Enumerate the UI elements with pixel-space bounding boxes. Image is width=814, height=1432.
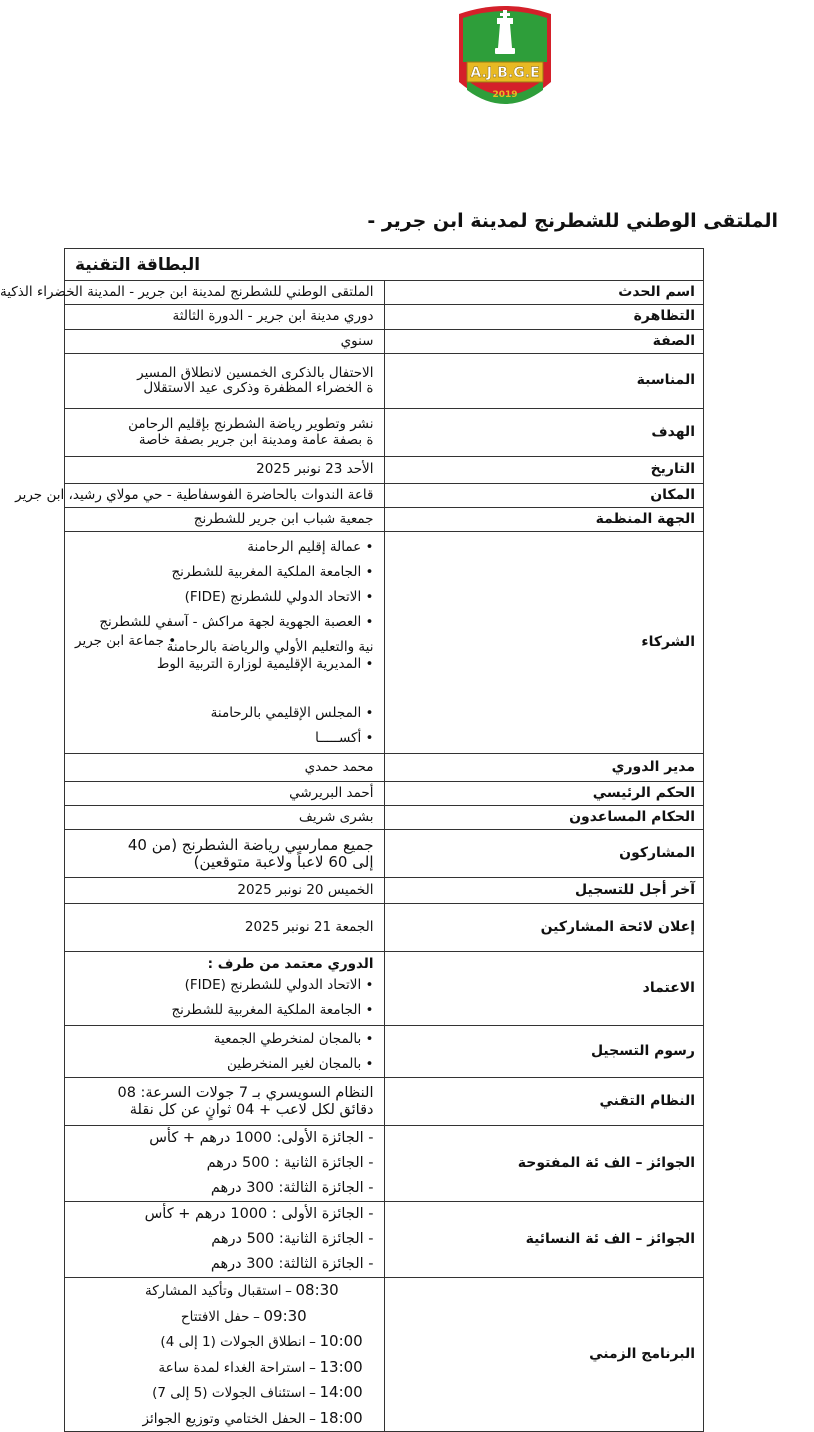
- table-row: [65, 1278, 704, 1432]
- value-director: محمد حمدي: [65, 754, 385, 782]
- table-row: [65, 1202, 704, 1278]
- partner-item: • الجامعة الملكية المغربية للشطرنج: [171, 563, 374, 580]
- value-organizer: جمعية شباب ابن جرير للشطرنج: [65, 508, 385, 532]
- accreditation-item: • الاتحاد الدولي للشطرنج (FIDE): [184, 976, 374, 993]
- schedule-text: انطلاق الجولات (1 إلى 4): [160, 1334, 306, 1350]
- label-event-name: اسم الحدث: [384, 281, 704, 305]
- table-row: [65, 532, 704, 754]
- value-system: [65, 1078, 385, 1126]
- schedule-text: استراحة الغداء لمدة ساعة: [158, 1359, 306, 1376]
- partner-item: • المديرية الإقليمية لوزارة التربية الوط: [156, 655, 374, 672]
- label-prizes-open: الجوائز – الف ئة المفتوحة: [384, 1126, 704, 1202]
- label-announcement: إعلان لائحة المشاركين: [384, 904, 704, 952]
- prize-item: - الجائزة الثالثة: 300 درهم: [210, 1180, 374, 1196]
- partner-item-overlap: • جماعة ابن جرير: [75, 633, 177, 649]
- label-organizer: الجهة المنظمة: [384, 508, 704, 532]
- association-logo: [453, 2, 557, 114]
- value-chief-arbiter: أحمد البريرشي: [65, 782, 385, 806]
- schedule-time: 08:30: [295, 1281, 339, 1299]
- schedule-time: 18:00: [319, 1408, 363, 1427]
- value-type: سنوي: [65, 330, 385, 354]
- value-date: الأحد 23 نونبر 2025: [65, 457, 385, 484]
- table-row: [65, 1026, 704, 1078]
- value-place: قاعة الندوات بالحاضرة الفوسفاطية - حي مولاي رشيد، ابن جرير: [65, 484, 385, 508]
- label-accreditation: الاعتماد: [384, 952, 704, 1026]
- value-deadline: الخميس 20 نونبر 2025: [65, 878, 385, 904]
- label-partners: الشركاء: [384, 532, 704, 754]
- table-row: [65, 281, 704, 305]
- prize-item: - الجائزة الأولى: 1000 درهم + كأس: [149, 1130, 374, 1146]
- occasion-line: الاحتفال بالذكرى الخمسين لانطلاق المسير: [137, 364, 374, 381]
- label-system: النظام التقني: [384, 1078, 704, 1126]
- schedule-text: استقبال وتأكيد المشاركة: [144, 1283, 282, 1299]
- value-prizes-women: [65, 1202, 385, 1278]
- prize-item: - الجائزة الثالثة: 300 درهم: [210, 1256, 374, 1272]
- table-row: [65, 457, 704, 484]
- system-line: دقائق لكل لاعب + 04 ثوانٍ عن كل نقلة: [129, 1101, 374, 1118]
- label-event: التظاهرة: [384, 305, 704, 330]
- value-announcement: الجمعة 21 نونبر 2025: [65, 904, 385, 952]
- label-date: التاريخ: [384, 457, 704, 484]
- table-row: [65, 952, 704, 1026]
- partner-item: • العصبة الجهوية لجهة مراكش - آسفي للشطرنج: [99, 613, 374, 630]
- value-event-name: الملتقى الوطني للشطرنج لمدينة ابن جرير - المدينة الخضراء الذكية: [65, 281, 385, 305]
- value-assistant-arbiters: بشرى شريف: [65, 806, 385, 830]
- table-row: [65, 754, 704, 782]
- schedule-item: 08:30–استقبال وتأكيد المشاركة: [75, 1278, 374, 1304]
- label-type: الصفة: [384, 330, 704, 354]
- schedule-item: 10:00–انطلاق الجولات (1 إلى 4): [75, 1329, 374, 1355]
- accreditation-item: • الجامعة الملكية المغربية للشطرنج: [171, 1001, 374, 1018]
- table-row: [65, 305, 704, 330]
- technical-card-table: [0, 248, 704, 1432]
- table-row: [65, 1126, 704, 1202]
- occasion-line: ة الخضراء المظفرة وذكرى عيد الاستقلال: [143, 380, 374, 396]
- table-row: [65, 1078, 704, 1126]
- prize-item: - الجائزة الأولى : 1000 درهم + كأس: [144, 1206, 374, 1222]
- table-row: [65, 878, 704, 904]
- label-goal: الهدف: [384, 409, 704, 457]
- schedule-time: 14:00: [319, 1383, 363, 1401]
- table-row: [65, 354, 704, 409]
- partner-item: • أكســـــا: [315, 729, 374, 746]
- table-row: [65, 409, 704, 457]
- partner-item: • المجلس الإقليمي بالرحامنة: [210, 704, 374, 721]
- logo-year: 2019: [492, 90, 518, 100]
- schedule-text: حفل الافتتاح: [180, 1308, 250, 1325]
- accreditation-intro: الدوري معتمد من طرف :: [207, 955, 374, 972]
- value-participants: [65, 830, 385, 878]
- goal-line: نشر وتطوير رياضة الشطرنج بإقليم الرحامن: [128, 416, 374, 433]
- prize-item: - الجائزة الثانية : 500 درهم: [206, 1155, 374, 1171]
- schedule-text: استئناف الجولات (5 إلى 7): [152, 1385, 306, 1401]
- system-line: النظام السويسري بـ 7 جولات السرعة: 08: [117, 1085, 374, 1102]
- table-row: [65, 782, 704, 806]
- label-fees: رسوم التسجيل: [384, 1026, 704, 1078]
- partner-item: نية والتعليم الأولي والرياضة بالرحامنة: [166, 638, 374, 655]
- label-occasion: المناسبة: [384, 354, 704, 409]
- document-title: الملتقى الوطني للشطرنج لمدينة ابن جرير -: [367, 210, 778, 232]
- label-chief-arbiter: الحكم الرئيسي: [384, 782, 704, 806]
- table-row: [65, 484, 704, 508]
- value-event: دوري مدينة ابن جرير - الدورة الثالثة: [65, 305, 385, 330]
- fee-item: • بالمجان لمنخرطي الجمعية: [213, 1030, 374, 1047]
- table-row: [65, 330, 704, 354]
- value-prizes-open: [65, 1126, 385, 1202]
- schedule-item: 14:00–استئناف الجولات (5 إلى 7): [75, 1380, 374, 1406]
- schedule-item: 09:30–حفل الافتتاح: [75, 1304, 374, 1330]
- table-row: [65, 508, 704, 532]
- value-partners: [65, 532, 385, 754]
- label-assistant-arbiters: الحكام المساعدون: [384, 806, 704, 830]
- value-schedule: [65, 1278, 385, 1432]
- label-place: المكان: [384, 484, 704, 508]
- label-schedule: البرنامج الزمني: [384, 1278, 704, 1432]
- label-prizes-women: الجوائز – الف ئة النسائية: [384, 1202, 704, 1278]
- value-accreditation: [65, 952, 385, 1026]
- card-heading: البطاقة التقنية: [65, 249, 704, 281]
- logo-text: A.J.B.G.E: [470, 65, 540, 81]
- table-row: [65, 904, 704, 952]
- label-deadline: آخر أجل للتسجيل: [384, 878, 704, 904]
- goal-line: ة بصفة عامة ومدينة ابن جرير بصفة خاصة: [138, 431, 374, 448]
- fee-item: • بالمجان لغير المنخرطين: [226, 1055, 374, 1072]
- value-goal: [65, 409, 385, 457]
- partner-item: • الاتحاد الدولي للشطرنج (FIDE): [184, 588, 374, 605]
- schedule-time: 10:00: [319, 1332, 363, 1350]
- value-occasion: [65, 354, 385, 409]
- participants-line: جميع ممارسي رياضة الشطرنج (من 40: [127, 835, 374, 854]
- participants-line: إلى 60 لاعباً ولاعبة متوقعين): [193, 852, 374, 871]
- schedule-time: 09:30: [263, 1306, 307, 1325]
- table-row: [65, 806, 704, 830]
- schedule-time: 13:00: [319, 1357, 363, 1376]
- partner-item: • عمالة إقليم الرحامنة: [247, 538, 374, 555]
- value-fees: [65, 1026, 385, 1078]
- table-row: [65, 830, 704, 878]
- prize-item: - الجائزة الثانية: 500 درهم: [211, 1231, 374, 1247]
- schedule-text: الحفل الختامي وتوزيع الجوائز: [142, 1410, 306, 1427]
- schedule-item: 13:00–استراحة الغداء لمدة ساعة: [75, 1355, 374, 1381]
- label-director: مدير الدوري: [384, 754, 704, 782]
- schedule-item: 18:00–الحفل الختامي وتوزيع الجوائز: [75, 1406, 374, 1432]
- label-participants: المشاركون: [384, 830, 704, 878]
